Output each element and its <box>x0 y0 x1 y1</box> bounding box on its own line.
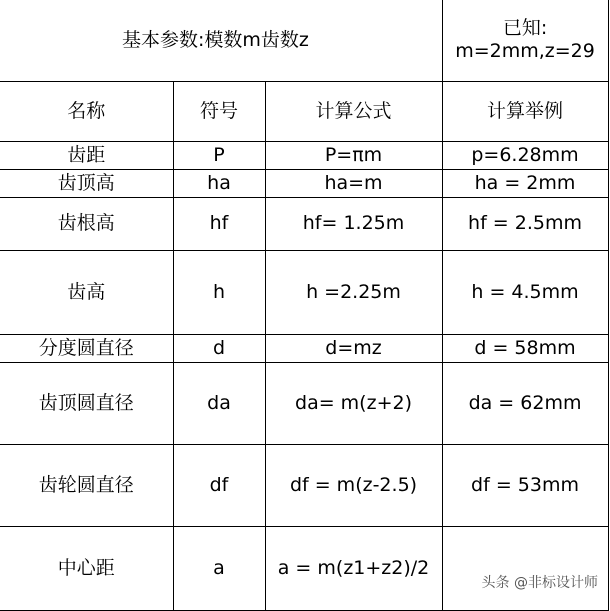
param-example: p=6.28mm <box>442 141 608 169</box>
param-example: df = 53mm <box>442 444 608 526</box>
known-values-cell <box>442 0 608 81</box>
table-row <box>0 526 608 610</box>
param-formula: ha=m <box>265 169 442 197</box>
param-example: ha = 2mm <box>442 169 608 197</box>
watermark: 头条 @非标设计师 <box>481 575 598 591</box>
param-example: d = 58mm <box>442 334 608 362</box>
column-header-symbol: 符号 <box>173 81 265 141</box>
param-symbol: P <box>173 141 265 169</box>
param-symbol: df <box>173 444 265 526</box>
known-values: m=2mm,z=29 <box>455 40 595 63</box>
table-row <box>0 250 608 334</box>
param-formula: a = m(z1+z2)/2 <box>265 526 442 610</box>
table-row <box>0 444 608 526</box>
table-row <box>0 169 608 197</box>
param-example: hf = 2.5mm <box>442 197 608 250</box>
param-formula: h =2.25m <box>265 250 442 334</box>
param-symbol: h <box>173 250 265 334</box>
param-symbol: a <box>173 526 265 610</box>
param-name: 齿轮圆直径 <box>0 444 173 526</box>
table-row <box>0 334 608 362</box>
param-name: 齿距 <box>0 141 173 169</box>
param-name: 分度圆直径 <box>0 334 173 362</box>
param-formula: df = m(z-2.5) <box>265 444 442 526</box>
param-name: 齿顶高 <box>0 169 173 197</box>
param-symbol: hf <box>173 197 265 250</box>
basic-params-cell: 基本参数:模数m齿数z <box>0 0 442 81</box>
param-name: 齿顶圆直径 <box>0 362 173 444</box>
table-row <box>0 197 608 250</box>
table-row <box>0 141 608 169</box>
column-header-row <box>0 81 608 141</box>
column-header-formula: 计算公式 <box>265 81 442 141</box>
param-name: 中心距 <box>0 526 173 610</box>
column-header-name: 名称 <box>0 81 173 141</box>
table-row <box>0 362 608 444</box>
param-formula: P=πm <box>265 141 442 169</box>
param-name: 齿高 <box>0 250 173 334</box>
param-symbol: d <box>173 334 265 362</box>
param-example: h = 4.5mm <box>442 250 608 334</box>
header-row <box>0 0 608 81</box>
column-header-example: 计算举例 <box>442 81 608 141</box>
known-label: 已知: <box>502 17 548 40</box>
param-formula: hf= 1.25m <box>265 197 442 250</box>
param-formula: da= m(z+2) <box>265 362 442 444</box>
param-symbol: da <box>173 362 265 444</box>
param-example <box>442 526 608 610</box>
param-formula: d=mz <box>265 334 442 362</box>
param-example: da = 62mm <box>442 362 608 444</box>
param-symbol: ha <box>173 169 265 197</box>
param-name: 齿根高 <box>0 197 173 250</box>
